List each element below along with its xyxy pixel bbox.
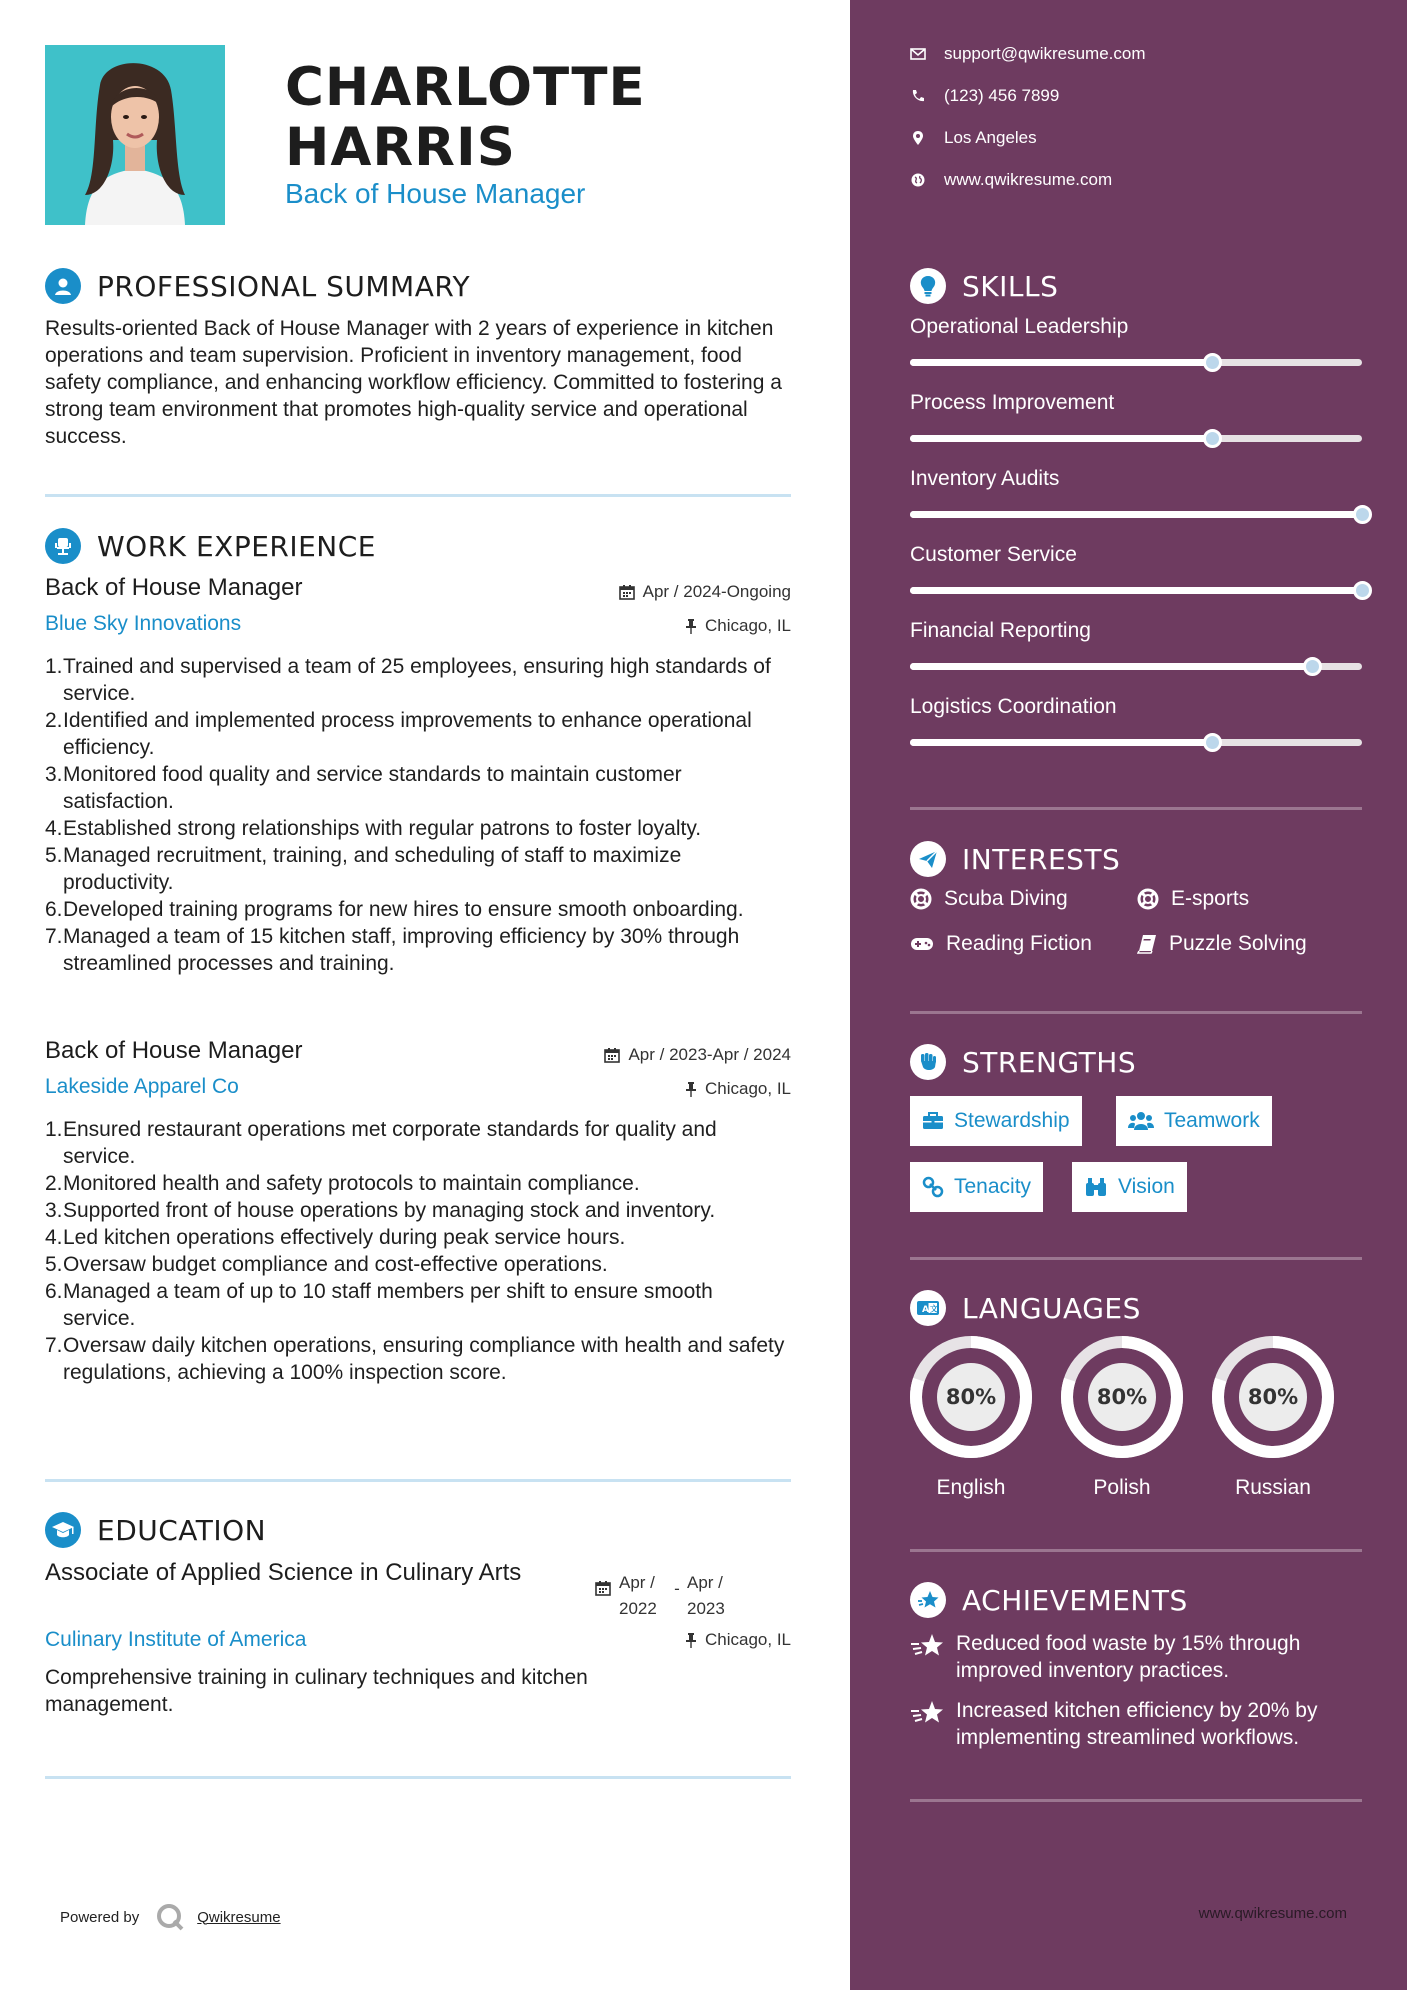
experience-heading xyxy=(45,528,376,564)
shooting-star-icon xyxy=(910,1582,946,1618)
company-name: Lakeside Apparel Co xyxy=(45,1075,239,1098)
skill-label: Operational Leadership xyxy=(910,315,1129,338)
globe-icon xyxy=(910,172,926,188)
list-item: 1. Trained and supervised a team of 25 employees, ensuring high standards of service. xyxy=(45,655,771,705)
summary-title: PROFESSIONAL SUMMARY xyxy=(97,269,471,303)
graduation-cap-icon xyxy=(45,1512,81,1548)
strength-label: Stewardship xyxy=(954,1109,1070,1132)
link-icon xyxy=(922,1176,944,1198)
strength-chip xyxy=(910,1162,1043,1212)
language-item xyxy=(1061,1336,1183,1500)
skill-level-fill xyxy=(910,663,1312,670)
interest-item xyxy=(910,932,1092,956)
skill-level-fill xyxy=(910,739,1213,746)
sidebar xyxy=(850,0,1407,1990)
calendar-icon xyxy=(595,1580,611,1596)
job-location-text: Chicago, IL xyxy=(705,1079,791,1098)
divider xyxy=(45,494,791,497)
divider xyxy=(910,1549,1362,1552)
interest-label: Reading Fiction xyxy=(946,932,1092,955)
language-item xyxy=(910,1336,1032,1500)
powered-by xyxy=(60,1902,281,1932)
divider xyxy=(910,1011,1362,1014)
name-line-1: CHARLOTTE xyxy=(285,57,646,118)
job-title: Back of House Manager xyxy=(45,574,303,601)
svg-text:文: 文 xyxy=(930,1304,938,1314)
language-percent: 80% xyxy=(1096,1385,1148,1409)
calendar-icon xyxy=(604,1047,620,1063)
skill-level-knob xyxy=(1353,581,1372,600)
interest-item xyxy=(1137,887,1249,911)
paper-plane-icon xyxy=(910,841,946,877)
strength-chip xyxy=(1116,1096,1272,1146)
qwikresume-link[interactable]: Qwikresume xyxy=(197,1908,281,1926)
education-start: Apr / 2022 xyxy=(619,1573,657,1618)
contact-location xyxy=(910,128,1037,148)
skill-label: Customer Service xyxy=(910,543,1077,566)
name-line-2: HARRIS xyxy=(285,117,516,178)
strength-chip xyxy=(910,1096,1082,1146)
achievement-item xyxy=(910,1697,1370,1751)
list-item: 5. Oversaw budget compliance and cost-effective operations. xyxy=(45,1253,608,1276)
education-heading xyxy=(45,1512,266,1548)
education-description: Comprehensive training in culinary techniques and kitchen management. xyxy=(45,1666,588,1716)
job-location xyxy=(685,1079,791,1099)
list-item: 3. Supported front of house operations by managing stock and inventory. xyxy=(45,1199,716,1222)
interest-item xyxy=(1137,932,1307,956)
skill-level-knob xyxy=(1303,657,1322,676)
interests-title: INTERESTS xyxy=(962,842,1121,876)
profile-photo xyxy=(45,45,225,225)
list-item: 6. Developed training programs for new hires to ensure smooth onboarding. xyxy=(45,898,744,921)
education-location-text: Chicago, IL xyxy=(705,1630,791,1649)
contact-phone-text: (123) 456 7899 xyxy=(944,86,1060,105)
contact-email xyxy=(910,44,1146,64)
map-marker-icon xyxy=(910,130,926,146)
achievement-text: Reduced food waste by 15% through improved inventory practices. xyxy=(956,1632,1301,1682)
achievement-text: Increased kitchen efficiency by 20% by implementing streamlined workflows. xyxy=(956,1699,1318,1749)
contact-website-text[interactable]: www.qwikresume.com xyxy=(944,170,1113,189)
fist-icon xyxy=(910,1044,946,1080)
list-item: 7. Managed a team of 15 kitchen staff, improving efficiency by 30% through streamlined processes and training. xyxy=(45,925,740,975)
job-bullets xyxy=(45,653,790,977)
language-percent: 80% xyxy=(1247,1385,1299,1409)
skills-heading xyxy=(910,268,1058,304)
users-icon xyxy=(1128,1111,1154,1131)
skill-level-fill xyxy=(910,435,1213,442)
powered-by-label: Powered by xyxy=(60,1908,140,1926)
translate-icon xyxy=(910,1290,946,1326)
pin-icon xyxy=(685,618,697,634)
education-end: Apr / 2023 xyxy=(687,1573,725,1618)
binoculars-icon xyxy=(1084,1177,1108,1197)
list-item: 4. Established strong relationships with regular patrons to foster loyalty. xyxy=(45,817,702,840)
pin-icon xyxy=(685,1081,697,1097)
gamepad-icon xyxy=(910,936,934,952)
job-location-text: Chicago, IL xyxy=(705,616,791,635)
education-date-separator: - xyxy=(674,1579,680,1598)
lightbulb-icon xyxy=(910,268,946,304)
skill-label: Logistics Coordination xyxy=(910,695,1117,718)
achievement-item xyxy=(910,1630,1370,1684)
skill-level-fill xyxy=(910,511,1362,518)
divider xyxy=(910,1799,1362,1802)
svg-text:A: A xyxy=(922,1305,929,1315)
experience-title: WORK EXPERIENCE xyxy=(97,529,376,563)
list-item: 3. Monitored food quality and service standards to maintain customer satisfaction. xyxy=(45,763,682,813)
user-icon xyxy=(45,268,81,304)
candidate-role: Back of House Manager xyxy=(285,178,586,209)
skill-level-fill xyxy=(910,359,1213,366)
skills-title: SKILLS xyxy=(962,269,1059,303)
summary-text: Results-oriented Back of House Manager with 2 years of experience in kitchen operations and team supervision. Proficient in inventory management, food safety compliance, and enhancing workflow efficiency. Committed to fostering a strong team environment that promotes high-quality service and operational success. xyxy=(45,317,782,448)
list-item: 2. Identified and implemented process improvements to enhance operational efficiency. xyxy=(45,709,752,759)
contact-location-text: Los Angeles xyxy=(944,128,1037,147)
summary-heading xyxy=(45,268,470,304)
achievements-heading xyxy=(910,1582,1188,1618)
languages-title: LANGUAGES xyxy=(962,1291,1141,1325)
calendar-icon xyxy=(619,584,635,600)
languages-heading xyxy=(910,1290,1141,1326)
job-dates-text: Apr / 2023-Apr / 2024 xyxy=(628,1045,791,1064)
skill-level-knob xyxy=(1353,505,1372,524)
job-title: Back of House Manager xyxy=(45,1037,303,1064)
qwikresume-logo-icon xyxy=(155,1902,185,1932)
school-name: Culinary Institute of America xyxy=(45,1628,307,1651)
divider xyxy=(910,807,1362,810)
skill-label: Inventory Audits xyxy=(910,467,1060,490)
degree-title: Associate of Applied Science in Culinary Arts xyxy=(45,1559,522,1586)
avatar-illustration xyxy=(45,45,225,225)
divider xyxy=(45,1479,791,1482)
pin-icon xyxy=(685,1632,697,1648)
book-icon xyxy=(1137,934,1157,954)
skill-level-bar xyxy=(910,511,1362,518)
divider xyxy=(45,1776,791,1779)
job-location xyxy=(685,616,791,636)
strength-label: Teamwork xyxy=(1164,1109,1260,1132)
skill-level-knob xyxy=(1203,733,1222,752)
candidate-name xyxy=(285,58,646,178)
list-item: 5. Managed recruitment, training, and scheduling of staff to maximize productivity. xyxy=(45,844,682,894)
interest-label: E-sports xyxy=(1171,887,1250,910)
contact-website xyxy=(910,170,1112,190)
education-location xyxy=(685,1630,791,1650)
footer-website[interactable]: www.qwikresume.com xyxy=(1198,1905,1347,1922)
interest-label: Puzzle Solving xyxy=(1169,932,1307,955)
skill-level-bar xyxy=(910,663,1362,670)
language-percent: 80% xyxy=(945,1385,997,1409)
strength-label: Vision xyxy=(1118,1175,1175,1198)
office-chair-icon xyxy=(45,528,81,564)
interest-label: Scuba Diving xyxy=(944,887,1068,910)
list-item: 6. Managed a team of up to 10 staff members per shift to ensure smooth service. xyxy=(45,1280,713,1330)
company-name: Blue Sky Innovations xyxy=(45,612,242,635)
contact-phone xyxy=(910,86,1059,106)
envelope-icon xyxy=(910,46,926,62)
skill-level-bar xyxy=(910,739,1362,746)
strengths-heading xyxy=(910,1044,1136,1080)
strength-chip xyxy=(1072,1162,1187,1212)
interests-heading xyxy=(910,841,1120,877)
lifebuoy-icon xyxy=(910,888,932,910)
strength-label: Tenacity xyxy=(954,1175,1032,1198)
skill-level-knob xyxy=(1203,429,1222,448)
interest-item xyxy=(910,887,1068,911)
contact-email-text[interactable]: support@qwikresume.com xyxy=(944,44,1146,63)
briefcase-icon xyxy=(922,1112,944,1130)
phone-icon xyxy=(910,88,926,104)
list-item: 2. Monitored health and safety protocols to maintain compliance. xyxy=(45,1172,640,1195)
list-item: 4. Led kitchen operations effectively during peak service hours. xyxy=(45,1226,626,1249)
skill-level-fill xyxy=(910,587,1362,594)
list-item: 7. Oversaw daily kitchen operations, ensuring compliance with health and safety regulations, achieving a 100% inspection score. xyxy=(45,1334,785,1384)
skill-level-bar xyxy=(910,435,1362,442)
skill-level-knob xyxy=(1203,353,1222,372)
skill-level-bar xyxy=(910,359,1362,366)
education-dates xyxy=(595,1570,735,1622)
language-item xyxy=(1212,1336,1334,1500)
language-name: Russian xyxy=(1235,1476,1311,1499)
skill-label: Financial Reporting xyxy=(910,619,1091,642)
achievements-title: ACHIEVEMENTS xyxy=(962,1583,1188,1617)
education-title: EDUCATION xyxy=(97,1513,267,1547)
list-item: 1. Ensured restaurant operations met corporate standards for quality and service. xyxy=(45,1118,717,1168)
shooting-star-icon xyxy=(910,1699,944,1725)
job-dates xyxy=(604,1045,791,1065)
skill-level-bar xyxy=(910,587,1362,594)
divider xyxy=(910,1257,1362,1260)
job-dates xyxy=(619,582,791,602)
skill-label: Process Improvement xyxy=(910,391,1115,414)
strengths-title: STRENGTHS xyxy=(962,1045,1137,1079)
language-name: English xyxy=(936,1476,1006,1499)
shooting-star-icon xyxy=(910,1632,944,1658)
language-name: Polish xyxy=(1093,1476,1151,1499)
lifebuoy-icon xyxy=(1137,888,1159,910)
job-dates-text: Apr / 2024-Ongoing xyxy=(642,582,791,601)
job-bullets xyxy=(45,1116,790,1386)
